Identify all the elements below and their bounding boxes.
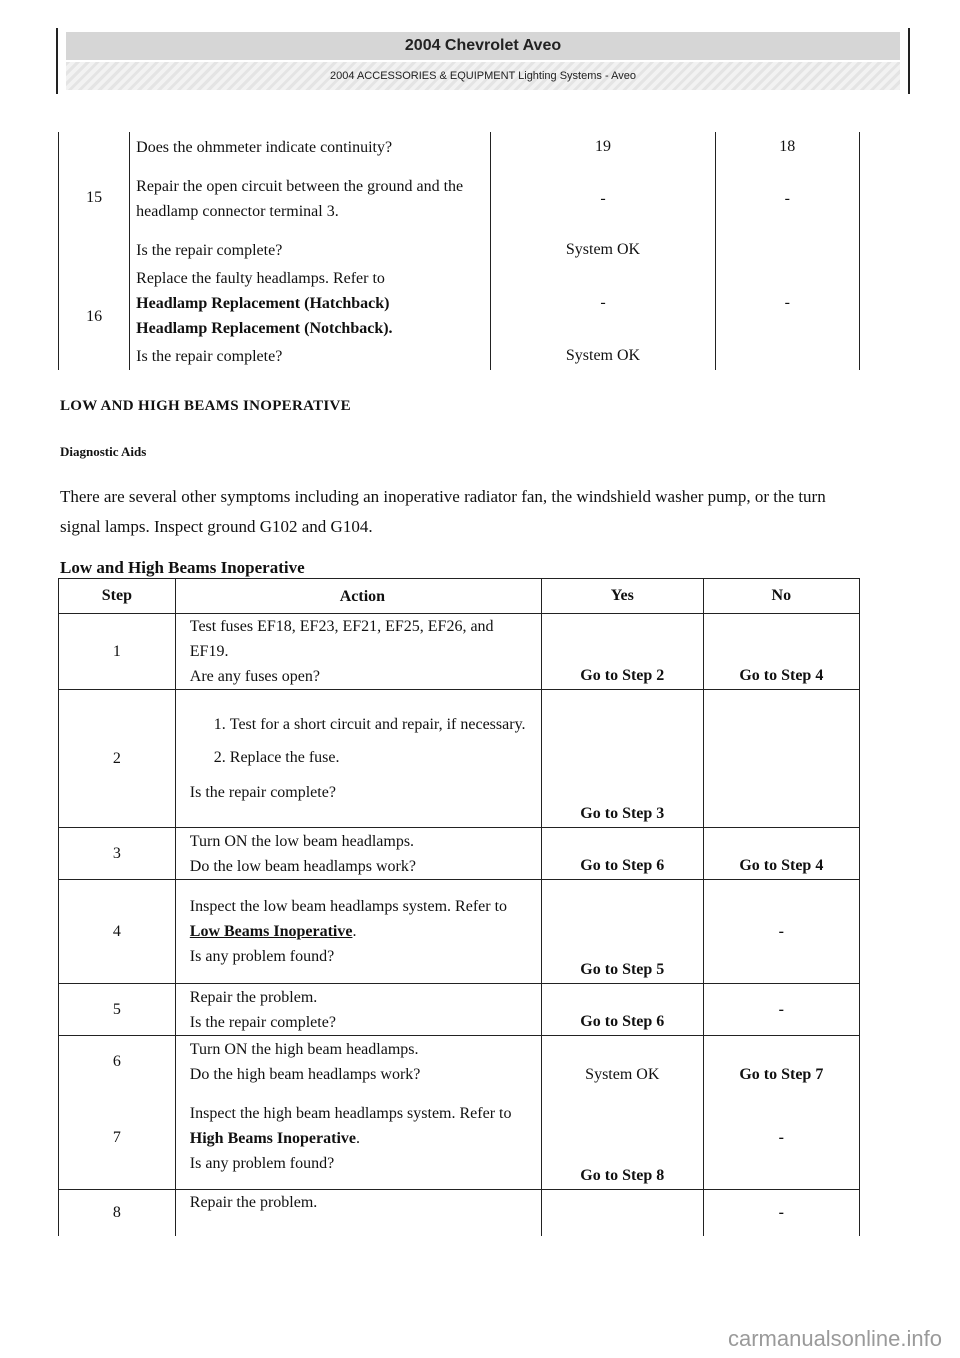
header-step: Step	[59, 579, 176, 614]
yes-cell: System OK	[491, 236, 715, 264]
go-to-step-link[interactable]: Go to Step 7	[703, 1036, 859, 1088]
list-item: 2. Replace the fuse.	[230, 745, 535, 770]
yes-cell: -	[491, 264, 715, 342]
no-cell: -	[703, 1088, 859, 1190]
section-title: LOW AND HIGH BEAMS INOPERATIVE	[60, 398, 351, 414]
action-text: Is the repair complete?	[130, 342, 491, 370]
action-text: Repair the open circuit between the ground and the headlamp connector terminal 3.	[130, 162, 491, 236]
table-row	[59, 1036, 860, 1088]
no-cell: -	[715, 162, 859, 236]
go-to-step-link[interactable]: Go to Step 4	[703, 614, 859, 690]
go-to-step-link[interactable]: Go to Step 6	[541, 828, 703, 880]
go-to-step-link[interactable]: Go to Step 3	[541, 690, 703, 828]
table-row	[59, 132, 860, 162]
no-cell: 18	[715, 132, 859, 162]
action-text: Inspect the low beam headlamps system. Refer to Low Beams Inoperative. Is any problem found?	[175, 880, 541, 984]
go-to-step-link[interactable]: Go to Step 8	[541, 1088, 703, 1190]
diagnostic-paragraph: There are several other symptoms including an inoperative radiator fan, the windshield washer pump, or the turn signal lamps. Inspect ground G102 and G104.	[60, 487, 826, 536]
no-cell: -	[703, 1190, 859, 1236]
step-number: 16	[59, 264, 130, 370]
table-row	[59, 1088, 860, 1190]
header-yes: Yes	[541, 579, 703, 614]
step-number: 2	[59, 690, 176, 828]
table-row	[59, 342, 860, 370]
no-cell: -	[703, 880, 859, 984]
table-row	[59, 162, 860, 236]
high-beams-inoperative-link[interactable]: High Beams Inoperative	[189, 1129, 356, 1147]
headlamp-notchback-link[interactable]: Headlamp Replacement (Notchback).	[136, 319, 393, 337]
action-text: Replace the faulty headlamps. Refer to Headlamp Replacement (Hatchback) Headlamp Replacement (Notchback).	[130, 264, 491, 342]
table-row	[59, 236, 860, 264]
yes-cell: System OK	[541, 1036, 703, 1088]
no-cell	[715, 236, 859, 264]
watermark: carmanualsonline.info	[727, 1326, 942, 1351]
action-text: Inspect the high beam headlamps system. Refer to High Beams Inoperative. Is any problem found?	[175, 1088, 541, 1190]
no-cell: -	[703, 984, 859, 1036]
step-number: 5	[59, 984, 176, 1036]
action-text: Does the ohmmeter indicate continuity?	[130, 132, 491, 162]
header-no: No	[703, 579, 859, 614]
continuation-table	[58, 132, 860, 370]
header-action: Action	[175, 579, 541, 614]
action-text: Test fuses EF18, EF23, EF21, EF25, EF26, and EF19. Are any fuses open?	[175, 614, 541, 690]
step-number: 8	[59, 1190, 176, 1236]
action-text: Turn ON the low beam headlamps. Do the low beam headlamps work?	[175, 828, 541, 880]
table-row	[59, 690, 860, 828]
no-cell	[703, 690, 859, 828]
page-header	[56, 28, 910, 94]
document-subtitle: 2004 ACCESSORIES & EQUIPMENT Lighting Systems - Aveo	[66, 62, 900, 90]
no-cell	[715, 342, 859, 370]
action-text: Turn ON the high beam headlamps. Do the high beam headlamps work?	[175, 1036, 541, 1088]
table-header-row	[59, 579, 860, 614]
action-text: Repair the problem.	[175, 1190, 541, 1236]
action-list	[190, 712, 535, 770]
table-row	[59, 984, 860, 1036]
step-number: 6	[59, 1036, 176, 1088]
document-title: 2004 Chevrolet Aveo	[66, 32, 900, 60]
action-text: Is the repair complete?	[130, 236, 491, 264]
yes-cell: -	[491, 162, 715, 236]
low-beams-inoperative-link[interactable]: Low Beams Inoperative	[189, 923, 353, 940]
diagnostic-aids-heading: Diagnostic Aids	[60, 444, 147, 459]
no-cell: -	[715, 264, 859, 342]
table-row	[59, 264, 860, 342]
diagnostic-table	[58, 578, 860, 1236]
go-to-step-link[interactable]: Go to Step 5	[541, 880, 703, 984]
yes-cell: 19	[491, 132, 715, 162]
step-number: 7	[59, 1088, 176, 1190]
table-row	[59, 1190, 860, 1236]
action-text: 1. Test for a short circuit and repair, if necessary. 2. Replace the fuse. Is the repair complete?	[175, 690, 541, 828]
step-number: 1	[59, 614, 176, 690]
table-title: Low and High Beams Inoperative	[60, 558, 305, 577]
go-to-step-link[interactable]: Go to Step 6	[541, 984, 703, 1036]
action-text: Repair the problem. Is the repair complete?	[175, 984, 541, 1036]
go-to-step-link[interactable]: Go to Step 2	[541, 614, 703, 690]
step-number: 4	[59, 880, 176, 984]
go-to-step-link[interactable]: Go to Step 4	[703, 828, 859, 880]
table-row	[59, 614, 860, 690]
headlamp-hatchback-link[interactable]: Headlamp Replacement (Hatchback)	[136, 294, 390, 312]
yes-cell	[541, 1190, 703, 1236]
list-item: 1. Test for a short circuit and repair, if necessary.	[230, 712, 535, 737]
table-row	[59, 828, 860, 880]
step-number: 3	[59, 828, 176, 880]
table-row	[59, 880, 860, 984]
yes-cell: System OK	[491, 342, 715, 370]
step-number: 15	[59, 132, 130, 264]
